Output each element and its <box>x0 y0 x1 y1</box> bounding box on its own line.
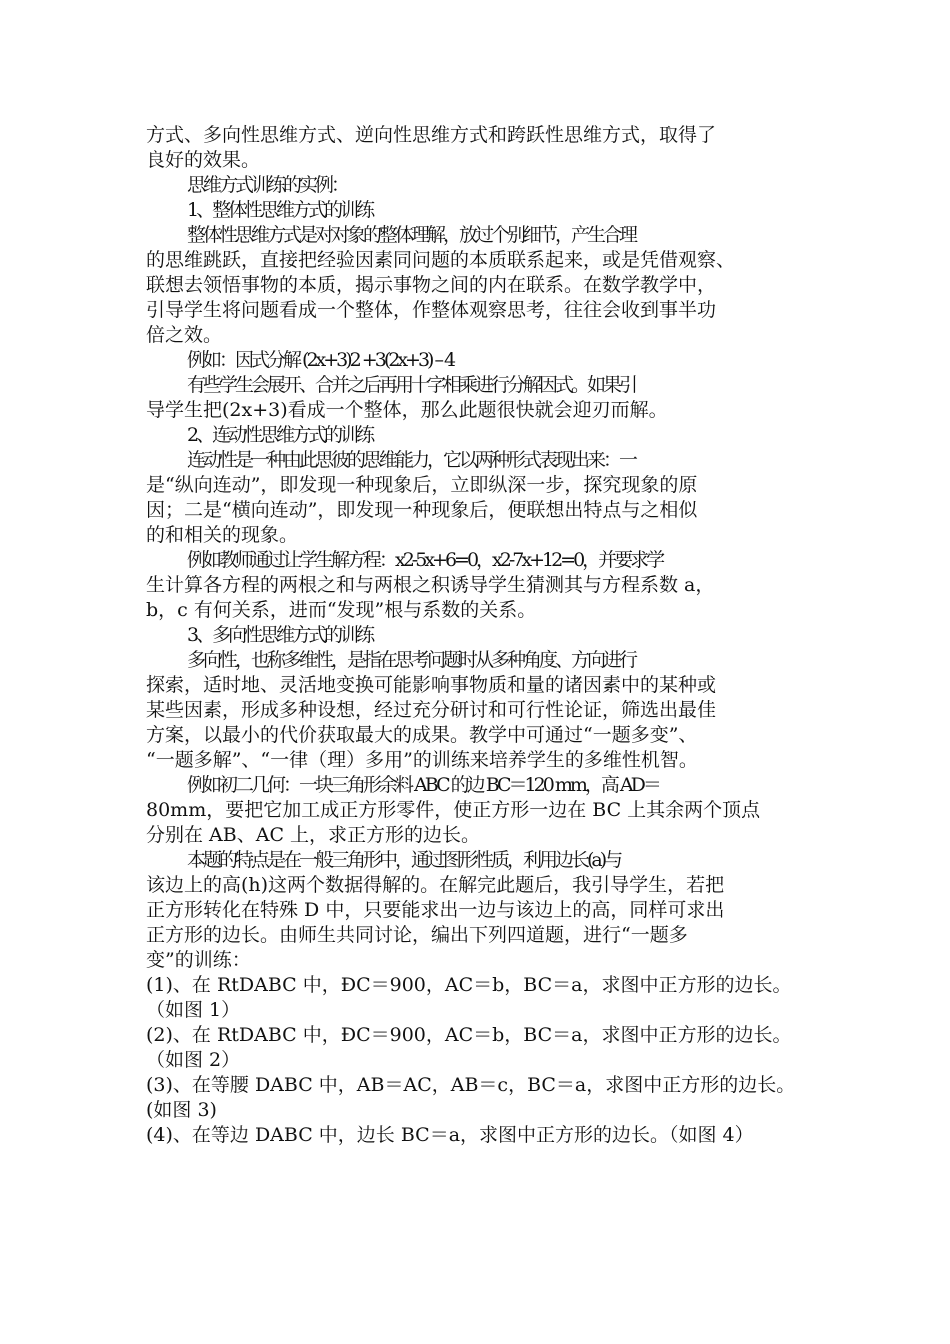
text-line: “一题多解”、“一律（理）多用”的训练来培养学生的多维性机智。 <box>146 749 698 771</box>
text-line: （如图 2） <box>146 1049 241 1071</box>
text-line: 连动性是一种由此思彼的思维能力，它以两种形式表现出来：一 <box>187 449 636 471</box>
text-line: 有些学生会展开、合并之后再用十字相乘进行分解因式。如果引 <box>187 374 636 396</box>
text-line: (1)、在 RtDABC 中，ÐC＝900，AC＝b，BC＝a，求图中正方形的边长。 <box>146 974 792 996</box>
text-line: 分别在 AB、AC 上，求正方形的边长。 <box>146 824 481 846</box>
text-line: 本题的特点是在一般三角形中，通过图形性质，利用边长(a)与 <box>187 849 621 871</box>
text-line: 良好的效果。 <box>146 149 261 171</box>
text-line: 倍之效。 <box>146 324 223 346</box>
text-line: 1、整体性思维方式的训练 <box>187 199 373 221</box>
text-line: (3)、在等腰 DABC 中，AB＝AC，AB＝c，BC＝a，求图中正方形的边长。 <box>146 1074 796 1096</box>
text-line: 方式、多向性思维方式、逆向性思维方式和跨跃性思维方式，取得了 <box>146 124 717 146</box>
text-line: 是“纵向连动”，即发现一种现象后，立即纵深一步，探究现象的原 <box>146 474 698 496</box>
text-line: 导学生把(2x+3)看成一个整体，那么此题很快就会迎刃而解。 <box>146 399 668 421</box>
text-line: 的思维跳跃，直接把经验因素同问题的本质联系起来，或是凭借观察、 <box>146 249 736 271</box>
text-line: 该边上的高(h)这两个数据得解的。在解完此题后，我引导学生，若把 <box>146 874 725 896</box>
text-line: 的和相关的现象。 <box>146 524 299 546</box>
text-line: b，c 有何关系，进而“发现”根与系数的关系。 <box>146 599 537 621</box>
document-body <box>146 123 814 1148</box>
text-line: 整体性思维方式是对对象的整体理解，放过个别细节，产生合理 <box>187 224 636 246</box>
text-line: 正方形的边长。由师生共同讨论，编出下列四道题，进行“一题多 <box>146 924 688 946</box>
text-line: 引导学生将问题看成一个整体，作整体观察思考，往往会收到事半功 <box>146 299 717 321</box>
text-line: （如图 1） <box>146 999 241 1021</box>
text-line: 某些因素，形成多种设想，经过充分研讨和可行性论证，筛选出最佳 <box>146 699 717 721</box>
text-line: 正方形转化在特殊 D 中，只要能求出一边与该边上的高，同样可求出 <box>146 899 725 921</box>
text-line: 2、连动性思维方式的训练 <box>187 424 373 446</box>
text-line: 80mm，要把它加工成正方形零件，使正方形一边在 BC 上其余两个顶点 <box>146 799 761 821</box>
text-line: 探索，适时地、灵活地变换可能影响事物质和量的诸因素中的某种或 <box>146 674 717 696</box>
text-line: 例如：因式分解 (2x+3)2 +3(2x+3) – 4 <box>187 349 454 371</box>
text-line: 多向性，也称多维性，是指在思考问题时从多种角度、方向进行 <box>187 649 636 671</box>
text-line: (如图 3) <box>146 1099 217 1121</box>
text-line: 3、多向性思维方式的训练 <box>187 624 373 646</box>
text-line: 因；二是“横向连动”，即发现一种现象后，便联想出特点与之相似 <box>146 499 698 521</box>
text-line: 联想去领悟事物的本质，揭示事物之间的内在联系。在数学教学中， <box>146 274 717 296</box>
text-line: 例如教师通过让学生解方程：x2-5x+6=0，x2-7x+12=0，并要求学 <box>187 549 663 571</box>
text-line: 思维方式训练的实例： <box>187 174 348 196</box>
text-line: 生计算各方程的两根之和与两根之积诱导学生猜测其与方程系数 a， <box>146 574 715 596</box>
text-line: 方案，以最小的代价获取最大的成果。教学中可通过“一题多变”、 <box>146 724 698 746</box>
text-line: 变”的训练： <box>146 949 251 971</box>
text-line: (4)、在等边 DABC 中，边长 BC＝a，求图中正方形的边长。（如图 4） <box>146 1124 754 1146</box>
text-line: (2)、在 RtDABC 中，ÐC＝900，AC＝b，BC＝a，求图中正方形的边长。 <box>146 1024 792 1046</box>
text-line: 例如初二几何：一块三角形余料 ABC 的边 BC＝120 mm，高 AD＝ <box>187 774 659 796</box>
